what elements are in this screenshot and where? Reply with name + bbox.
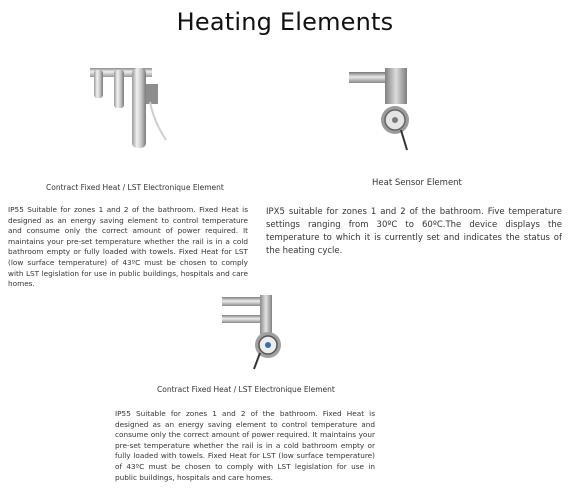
- product-1-caption: Contract Fixed Heat / LST Electronique Element: [46, 183, 224, 192]
- product-3-description: IP55 Suitable for zones 1 and 2 of the bathroom. Fixed Heat is designed as an energy saving element to control temperature and consume only the correct amount of power required. It maintains your pre-set temperature whether the rail is in a cold bathroom empty or fully loaded with towels. Fixed Heat for LST (low surface temperature) of 43ºC must be chosen to comply with LST legislation for use in public buildings, hospitals and care homes.: [115, 409, 375, 482]
- fixed-heat-dial-element-image: [220, 293, 292, 371]
- product-2-description: IPX5 suitable for zones 1 and 2 of the bathroom. Five temperature settings ranging from 30ºC to 60ºC.The device displays the temperature to which it is currently set and indicates the status of the heating cycle.: [266, 207, 562, 256]
- fixed-heat-element-image: [88, 62, 168, 152]
- product-1-description: IP55 Suitable for zones 1 and 2 of the bathroom. Fixed Heat is designed as an energy saving element to control temperature and consume only the correct amount of power required. It maintains your pre-set temperature whether the rail is in a cold bathroom empty or fully loaded with towels. Fixed Heat for LST (low surface temperature) of 43ºC must be chosen to comply with LST legislation for use in public buildings, hospitals and care homes.: [8, 205, 248, 289]
- page-title: Heating Elements: [176, 8, 394, 36]
- product-3-caption: Contract Fixed Heat / LST Electronique Element: [157, 385, 335, 394]
- heat-sensor-element-image: [345, 62, 425, 154]
- product-2-caption: Heat Sensor Element: [372, 178, 462, 188]
